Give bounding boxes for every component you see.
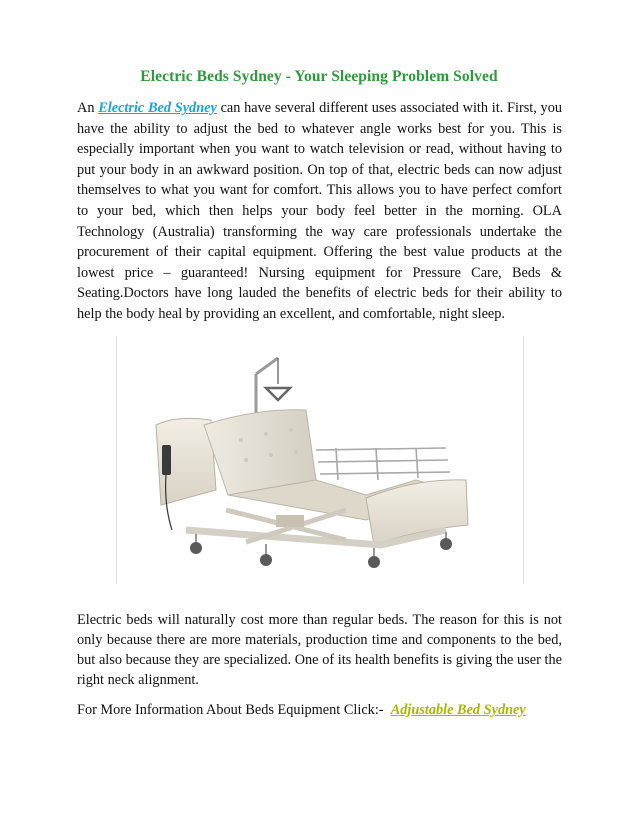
- hospital-bed-image: [116, 330, 524, 586]
- footer-prefix: For More Information About Beds Equipment Click:-: [77, 702, 384, 718]
- intro-body: can have several different uses associated with it. First, you have the ability to adjust the bed to whatever angle works best for you. This is especially important when you want to watch television or read, without having to put your body in an awkward position. On top of that, electric beds can now adjust themselves to what you want for comfort. This allows you to have perfect comfort to your bed, which then helps your body feel better in the morning. OLA Technology (Australia) transforming the way care professionals undertake the procurement of their capital equipment. Offering the best value products at the lowest price – guaranteed! Nursing equipment for Pressure Care, Beds & Seating.Doctors have long lauded the benefits of electric beds for their ability to help the body heal by providing an excellent, and comfortable, night sleep.: [77, 100, 562, 322]
- footer-line: [77, 700, 562, 721]
- electric-bed-sydney-link[interactable]: Electric Bed Sydney: [98, 100, 217, 116]
- page-title: Electric Beds Sydney - Your Sleeping Problem Solved: [140, 68, 498, 85]
- intro-prefix: An: [77, 100, 95, 116]
- adjustable-bed-sydney-link[interactable]: Adjustable Bed Sydney: [390, 702, 526, 718]
- intro-paragraph: [77, 98, 562, 325]
- second-paragraph: Electric beds will naturally cost more than regular beds. The reason for this is not only because there are more materials, production time and components to the bed, but also because they are specialized. One of its health benefits is giving the user the right neck alignment.: [77, 612, 562, 688]
- hospital-bed-icon: [116, 330, 524, 586]
